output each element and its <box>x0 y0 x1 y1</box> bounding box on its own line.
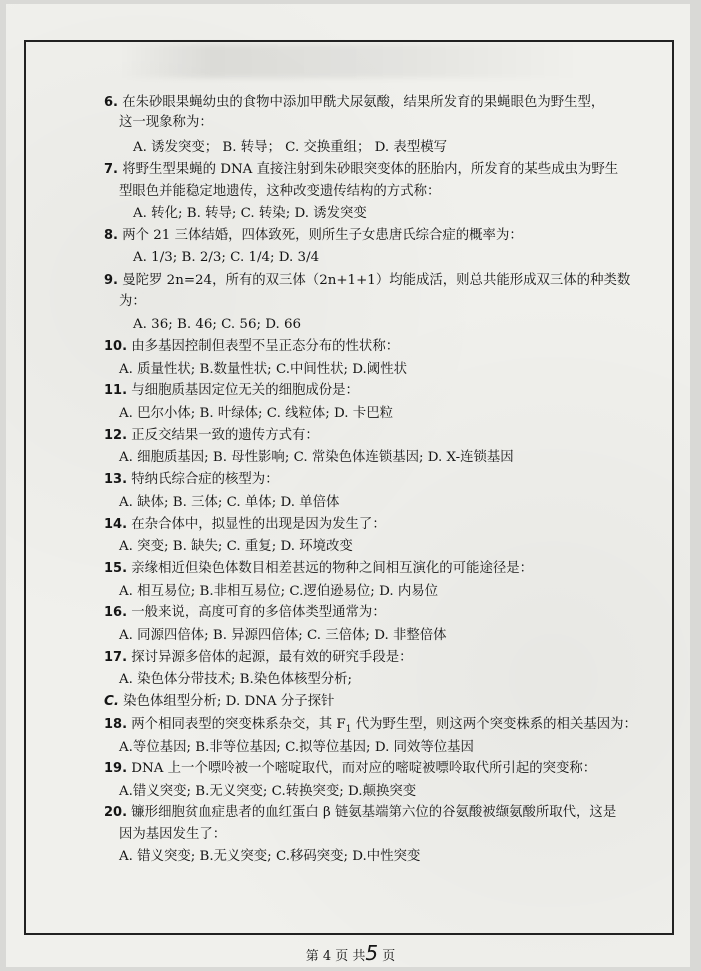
question-11-options: A. 巴尔小体; B. 叶绿体; C. 线粒体; D. 卡巴粒 <box>119 406 393 421</box>
question-8-options: A. 1/3; B. 2/3; C. 1/4; D. 3/4 <box>133 250 320 265</box>
question-19-stem: 19. DNA 上一个嘌呤被一个嘧啶取代，而对应的嘧啶被嘌呤取代所引起的突变称： <box>104 761 597 776</box>
question-15-stem: 15. 亲缘相近但染色体数目相差甚远的物种之间相互演化的可能途径是： <box>104 561 534 576</box>
question-20-stem: 20. 镰形细胞贫血症患者的血红蛋白 β 链氨基端第六位的谷氨酸被缬氨酸所取代，这是 <box>104 805 617 820</box>
question-7-stem-cont: 型眼色并能稳定地遗传，这种改变遗传结构的方式称： <box>119 184 441 199</box>
question-17-options: A. 染色体分带技术; B.染色体核型分析; <box>119 672 353 687</box>
question-14-options: A. 突变; B. 缺失; C. 重复; D. 环境改变 <box>119 539 353 554</box>
handwritten-option-mark: C. <box>104 694 119 709</box>
question-9-stem: 9. 曼陀罗 2n=24，所有的双三体（2n+1+1）均能成活，则总共能形成双三体的种类数 <box>104 273 631 288</box>
question-7-options: A. 转化; B. 转导; C. 转染; D. 诱发突变 <box>133 206 367 221</box>
question-10-stem: 10. 由多基因控制但表型不呈正态分布的性状称： <box>104 339 400 354</box>
page-suffix: 页 <box>378 949 396 964</box>
question-6-options: A. 诱发突变； B. 转导； C. 交换重组； D. 表型模写 <box>133 140 447 155</box>
question-17-options-line2: C. 染色体组型分析; D. DNA 分子探针 <box>104 694 335 709</box>
question-7-stem: 7. 将野生型果蝇的 DNA 直接注射到朱砂眼突变体的胚胎内，所发育的某些成虫为野生 <box>104 162 619 177</box>
question-16-stem: 16. 一般来说，高度可育的多倍体类型通常为： <box>104 605 386 620</box>
question-15-options: A. 相互易位; B.非相互易位; C.逻伯逊易位; D. 内易位 <box>119 584 439 599</box>
question-6-stem-cont: 这一现象称为： <box>119 115 213 130</box>
page-label: 第 4 页 共 <box>305 949 366 964</box>
question-18-options: A.等位基因; B.非等位基因; C.拟等位基因; D. 同效等位基因 <box>119 740 474 755</box>
question-16-options: A. 同源四倍体; B. 异源四倍体; C. 三倍体; D. 非整倍体 <box>119 628 447 643</box>
question-6-stem: 6. 在朱砂眼果蝇幼虫的食物中添加甲酰犬尿氨酸，结果所发育的果蝇眼色为野生型， <box>104 95 605 110</box>
page-total: 5 <box>365 941 379 965</box>
question-18-stem: 18. 两个相同表型的突变株系杂交，其 $F_1$ 代为野生型，则这两个突变株系的相关基因为： <box>104 717 637 735</box>
page-footer <box>0 941 701 965</box>
question-20-options: A. 错义突变; B.无义突变; C.移码突变; D.中性突变 <box>119 849 421 864</box>
question-9-stem-cont: 为： <box>119 294 146 309</box>
question-13-options: A. 缺体; B. 三体; C. 单体; D. 单倍体 <box>119 495 340 510</box>
question-20-stem-cont: 因为基因发生了： <box>119 827 227 842</box>
question-10-options: A. 质量性状; B.数量性状; C.中间性状; D.阈性状 <box>119 362 407 377</box>
question-12-options: A. 细胞质基因; B. 母性影响; C. 常染色体连锁基因; D. X-连锁基因 <box>119 450 514 465</box>
question-9-options: A. 36; B. 46; C. 56; D. 66 <box>133 317 302 332</box>
question-13-stem: 13. 特纳氏综合症的核型为： <box>104 472 279 487</box>
question-17-stem: 17. 探讨异源多倍体的起源，最有效的研究手段是： <box>104 650 413 665</box>
question-12-stem: 12. 正反交结果一致的遗传方式有： <box>104 428 319 443</box>
question-11-stem: 11. 与细胞质基因定位无关的细胞成份是： <box>104 383 359 398</box>
question-8-stem: 8. 两个 21 三体结婚，四体致死，则所生子女患唐氏综合症的概率为： <box>104 228 523 243</box>
question-19-options: A.错义突变; B.无义突变; C.转换突变; D.颠换突变 <box>119 784 417 799</box>
question-14-stem: 14. 在杂合体中，拟显性的出现是因为发生了： <box>104 517 386 532</box>
